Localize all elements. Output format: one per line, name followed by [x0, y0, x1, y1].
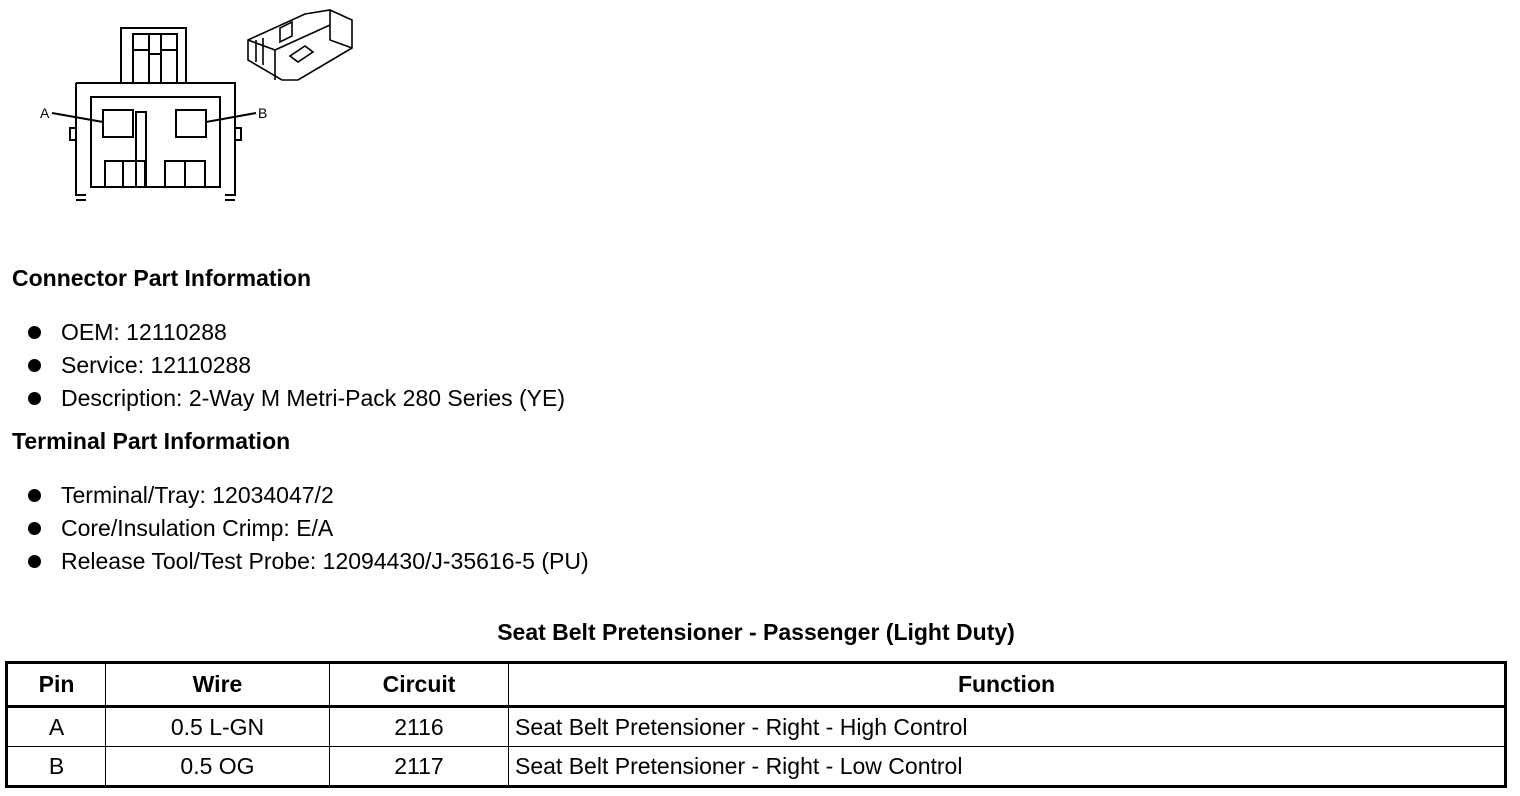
header-function: Function: [509, 663, 1506, 707]
cell-function: Seat Belt Pretensioner - Right - High Control: [509, 707, 1506, 747]
header-circuit: Circuit: [330, 663, 509, 707]
bullet-icon: [28, 522, 41, 535]
header-wire: Wire: [106, 663, 330, 707]
table-title: Seat Belt Pretensioner - Passenger (Light Duty): [497, 619, 1015, 645]
list-item: Release Tool/Test Probe: 12094430/J-35616-5 (PU): [28, 545, 589, 578]
list-item: OEM: 12110288: [28, 316, 565, 349]
cell-function: Seat Belt Pretensioner - Right - Low Control: [509, 747, 1506, 787]
cell-wire: 0.5 L-GN: [106, 707, 330, 747]
cell-wire: 0.5 OG: [106, 747, 330, 787]
table-header-row: [7, 663, 1506, 707]
cell-circuit: 2117: [330, 747, 509, 787]
pinout-table: [5, 661, 1507, 788]
connector-part-heading: Connector Part Information: [12, 265, 312, 291]
bullet-icon: [28, 359, 41, 372]
connector-part-list: [28, 316, 565, 415]
bullet-icon: [28, 555, 41, 568]
connector-face-view: [52, 28, 256, 200]
connector-iso-view: [248, 10, 352, 80]
cell-pin: A: [7, 707, 106, 747]
list-item: Description: 2-Way M Metri-Pack 280 Series (YE): [28, 382, 565, 415]
terminal-part-heading: Terminal Part Information: [12, 428, 291, 454]
cell-pin: B: [7, 747, 106, 787]
table-row: [7, 707, 1506, 747]
terminal-part-list: [28, 479, 589, 578]
bullet-icon: [28, 392, 41, 405]
list-item: Terminal/Tray: 12034047/2: [28, 479, 589, 512]
pin-b-callout: B: [258, 105, 268, 121]
bullet-icon: [28, 489, 41, 502]
cell-circuit: 2116: [330, 707, 509, 747]
header-pin: Pin: [7, 663, 106, 707]
connector-diagram: [30, 0, 360, 210]
table-row: [7, 747, 1506, 787]
list-item: Core/Insulation Crimp: E/A: [28, 512, 589, 545]
bullet-icon: [28, 326, 41, 339]
list-item: Service: 12110288: [28, 349, 565, 382]
pin-a-callout: A: [40, 105, 50, 121]
